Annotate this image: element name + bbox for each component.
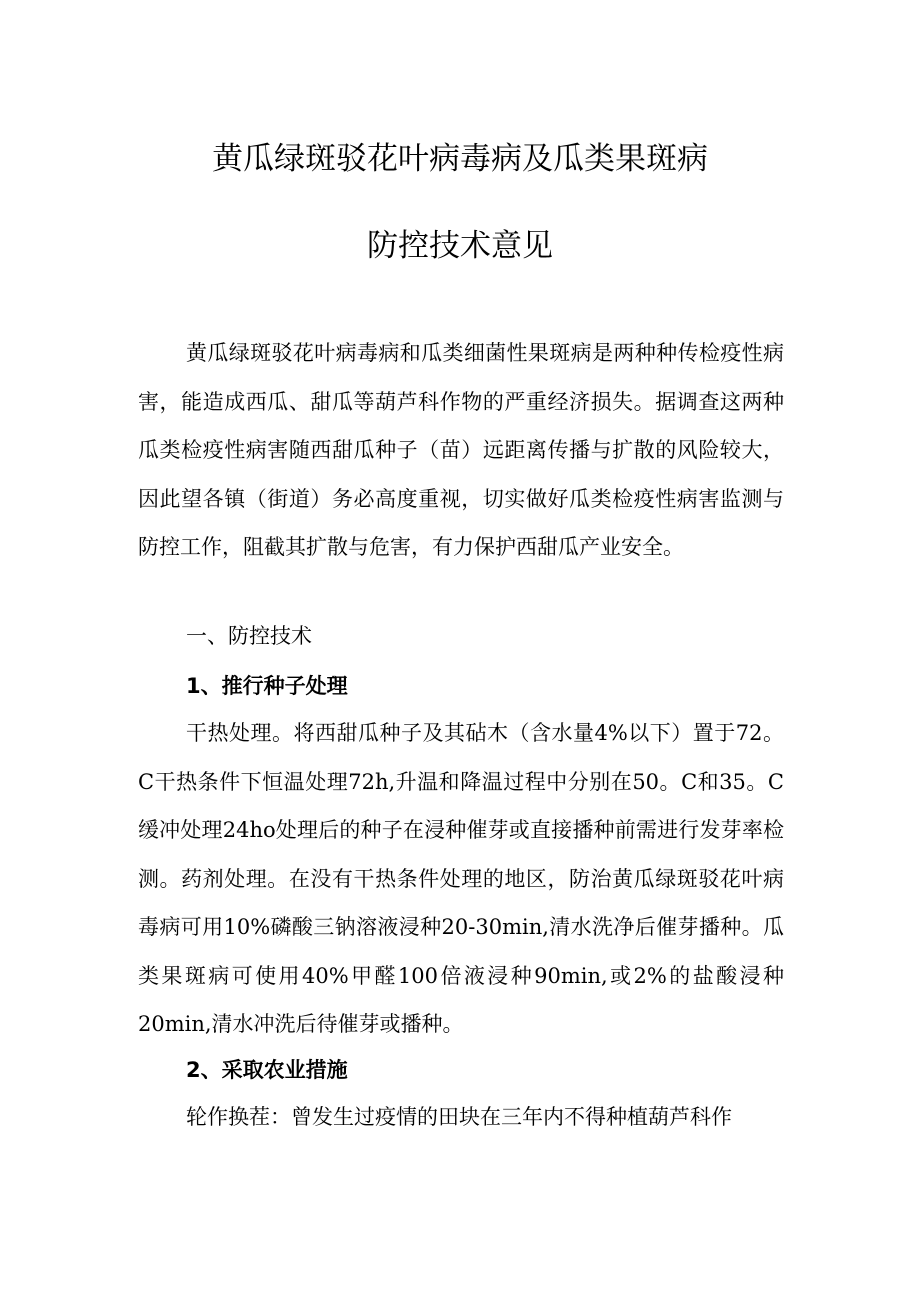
agricultural-measures-paragraph: 轮作换茬：曾发生过疫情的田块在三年内不得种植葫芦科作 bbox=[186, 1105, 732, 1129]
document-title-line-1: 黄瓜绿斑驳花叶病毒病及瓜类果斑病 bbox=[212, 141, 708, 177]
subsection-heading-agricultural-measures: 2、采取农业措施 bbox=[186, 1058, 348, 1082]
intro-paragraph: 黄瓜绿斑驳花叶病毒病和瓜类细菌性果斑病是两种种传检疫性病害，能造成西瓜、甜瓜等葫芦科作物的严重经济损失。据调查这两种瓜类检疫性病害随西甜瓜种子（苗）远距离传播与扩散的风险较大，因此望各镇（街道）务必高度重视，切实做好瓜类检疫性病害监测与防控工作，阻截其扩散与危害，有力保护西甜瓜产业安全。 bbox=[138, 341, 784, 559]
document-title-line-2: 防控技术意见 bbox=[367, 228, 553, 264]
seed-treatment-paragraph: 干热处理。将西甜瓜种子及其砧木（含水量4%以下）置于72。C干热条件下恒温处理72h,升温和降温过程中分别在50。C和35。C缓冲处理24ho处理后的种子在浸种催芽或直接播种前需进行发芽率检测。药剂处理。在没有干热条件处理的地区，防治黄瓜绿斑驳花叶病毒病可用10%磷酸三钠溶液浸种20-30min,清水洗净后催芽播种。瓜类果斑病可使用40%甲醛100倍液浸种90min,或2%的盐酸浸种20min,清水冲洗后待催芽或播种。 bbox=[138, 721, 784, 1036]
section-heading-prevention-techniques: 一、防控技术 bbox=[186, 624, 312, 648]
subsection-heading-seed-treatment: 1、推行种子处理 bbox=[186, 674, 348, 698]
